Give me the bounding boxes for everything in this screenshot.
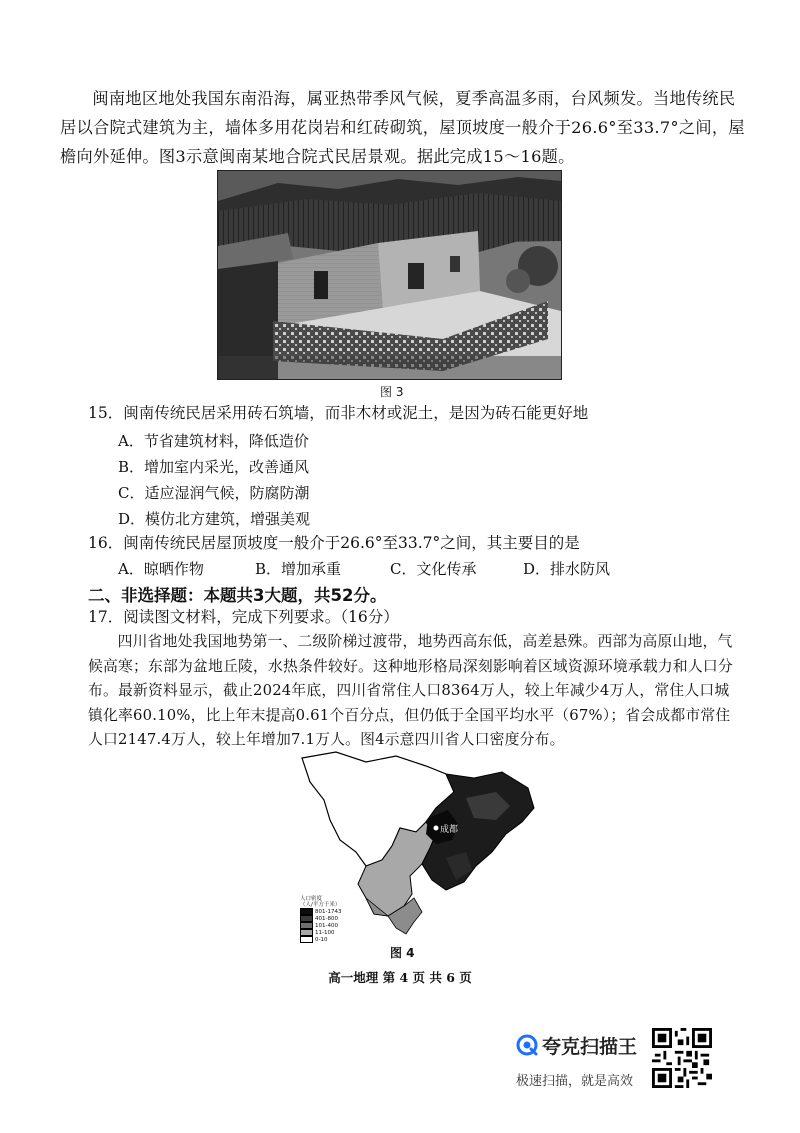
q17-material: 四川省地处我国地势第一、二级阶梯过渡带，地势西高东低，高差悬殊。西部为高原山地，气候高寒；东部为盆地丘陵，水热条件较好。这种地形格局深刻影响着区域资源环境承载力和人口分布。最新资料显示，截止2024年底，四川省常住人口8364万人，较上年减少4万人，常住人口城镇化率60.10%，比上年末提高0.61个百分点，但仍低于全国平均水平（67%）；省会成都市常住人口2147.4万人，较上年增加7.1万人。图4示意四川省人口密度分布。 [88, 633, 733, 748]
figure3-photo [217, 170, 562, 380]
q16-option-a: A．晾晒作物 [118, 560, 204, 578]
q15-option-c: C．适应湿润气候，防腐防潮 [118, 484, 310, 502]
figure4-caption: 图 4 [390, 946, 415, 960]
courtyard-house-image [218, 171, 561, 379]
legend-title: 人口密度 [300, 896, 323, 902]
legend-row: 401-800 [300, 915, 341, 922]
quark-logo-icon [516, 1034, 538, 1056]
scanner-slogan: 极速扫描，就是高效 [516, 1074, 634, 1089]
q15-stem: 15．闽南传统民居采用砖石筑墙，而非木材或泥土，是因为砖石能更好地 [88, 404, 589, 422]
qr-code-icon [652, 1028, 712, 1088]
q15-option-d: D．模仿北方建筑，增强美观 [118, 510, 311, 528]
legend-row: 801-1743 [300, 908, 341, 915]
map-legend [300, 896, 341, 943]
q16-stem: 16．闽南传统民居屋顶坡度一般介于26.6°至33.7°之间，其主要目的是 [88, 534, 580, 552]
figure3-caption: 图 3 [380, 385, 404, 399]
legend-row: 101-400 [300, 922, 341, 929]
section-2-heading: 二、非选择题：本题共3大题，共52分。 [88, 586, 387, 605]
scanner-name: 夸克扫描王 [542, 1036, 638, 1058]
legend-unit: （人/平方千米） [300, 902, 341, 909]
intro-paragraph: 闽南地区地处我国东南沿海，属亚热带季风气候，夏季高温多雨，台风频发。当地传统民居以合院式建筑为主，墙体多用花岗岩和红砖砌筑，屋顶坡度一般介于26.6°至33.7°之间，屋檐向外延伸。图3示意闽南某地合院式民居景观。据此完成15～16题。 [60, 89, 745, 166]
q16-option-d: D．排水防风 [523, 560, 611, 578]
q15-option-b: B．增加室内采光，改善通风 [118, 458, 310, 476]
chengdu-label: 成都 [440, 825, 459, 835]
legend-row: 0-10 [300, 936, 341, 943]
q16-option-b: B．增加承重 [255, 560, 342, 578]
legend-row: 11-100 [300, 929, 341, 936]
q16-option-c: C．文化传承 [390, 560, 477, 578]
page-footer: 高一地理 第 4 页 共 6 页 [328, 970, 472, 985]
q17-stem: 17．阅读图文材料，完成下列要求。（16分） [88, 608, 399, 626]
q15-option-a: A．节省建筑材料，降低造价 [118, 432, 309, 450]
